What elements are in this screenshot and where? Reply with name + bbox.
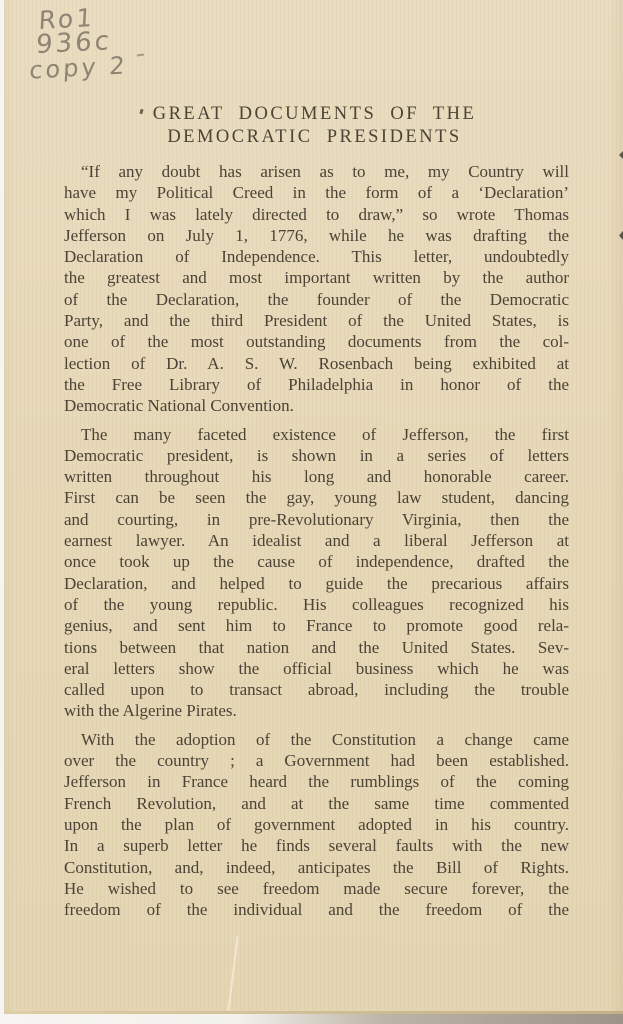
text-line: eral letters show the official business which he was bbox=[64, 658, 569, 678]
title-line-1: GREAT DOCUMENTS OF THE bbox=[152, 104, 477, 124]
text-line: the Free Library of Philadelphia in honor of the bbox=[64, 374, 569, 394]
paragraph-constitution bbox=[64, 729, 569, 921]
paragraph-jefferson-career bbox=[64, 424, 569, 722]
paper-crease bbox=[227, 936, 238, 1011]
paragraph-jefferson-letter bbox=[64, 161, 569, 417]
text-line: one of the most outstanding documents from the col- bbox=[64, 332, 569, 352]
document-page bbox=[4, 0, 623, 1014]
title-line-2: DEMOCRATIC PRESIDENTS bbox=[167, 127, 462, 147]
text-line: freedom of the individual and the freedom of the bbox=[64, 900, 569, 920]
text-line: the greatest and most important written by the author bbox=[64, 268, 569, 288]
text-line: First can be seen the gay, young law student, dancing bbox=[64, 488, 569, 508]
text-line: With the adoption of the Constitution a change came bbox=[81, 729, 569, 749]
text-line: tions between that nation and the United States. Sev- bbox=[64, 637, 569, 657]
text-line: have my Political Creed in the form of a ‘Declaration’ bbox=[64, 183, 569, 203]
text-line: Democratic National Convention. bbox=[64, 396, 294, 416]
paper-notch bbox=[619, 231, 623, 240]
text-line: written throughout his long and honorable career. bbox=[64, 467, 569, 487]
handwritten-copy-line: copy 2 bbox=[28, 51, 129, 85]
text-line: French Revolution, and at the same time commented bbox=[64, 793, 569, 813]
text-line: “If any doubt has arisen as to me, my Country will bbox=[81, 162, 569, 181]
text-line: Jefferson in France heard the rumblings of the coming bbox=[64, 772, 569, 792]
text-line: of the Declaration, the founder of the Democratic bbox=[64, 289, 569, 309]
text-line: lection of Dr. A. S. W. Rosenbach being exhibited at bbox=[64, 353, 569, 373]
text-line: called upon to transact abroad, including the trouble bbox=[64, 680, 569, 700]
text-line: with the Algerine Pirates. bbox=[64, 701, 237, 721]
text-line: once took up the cause of independence, drafted the bbox=[64, 552, 569, 572]
text-line: Party, and the third President of the United States, is bbox=[64, 311, 569, 331]
handwritten-note bbox=[26, 3, 128, 83]
text-line: Jefferson on July 1, 1776, while he was drafting the bbox=[64, 225, 569, 245]
text-line: Constitution, and, indeed, anticipates the Bill of Rights. bbox=[64, 857, 569, 877]
pencil-dash-mark bbox=[137, 54, 144, 57]
text-line: upon the plan of government adopted in his country. bbox=[64, 814, 569, 834]
handwritten-call-number-line: Ro1 bbox=[37, 2, 96, 36]
text-line: Democratic president, is shown in a series of letters bbox=[64, 445, 569, 465]
text-line: over the country ; a Government had been established. bbox=[64, 751, 569, 771]
text-line: which I was lately directed to draw,” so wrote Thomas bbox=[64, 204, 569, 224]
text-line: of the young republic. His colleagues recognized his bbox=[64, 594, 569, 614]
text-line: The many faceted existence of Jefferson, the first bbox=[81, 424, 569, 444]
text-line: Declaration of Independence. This letter, undoubtedly bbox=[64, 247, 569, 267]
text-line: He wished to see freedom made secure forever, the bbox=[64, 878, 569, 898]
page-title bbox=[60, 103, 569, 149]
scan-shadow bbox=[0, 1014, 623, 1024]
text-line: and courting, in pre-Revolutionary Virginia, then the bbox=[64, 509, 569, 529]
paper-notch bbox=[619, 151, 623, 159]
text-line: earnest lawyer. An idealist and a liberal Jefferson at bbox=[64, 531, 569, 551]
text-line: genius, and sent him to France to promote good rela- bbox=[64, 616, 569, 636]
handwritten-call-number-line: 936c bbox=[35, 26, 113, 61]
text-line: In a superb letter he finds several faults with the new bbox=[64, 836, 569, 856]
text-line: Declaration, and helped to guide the precarious affairs bbox=[64, 573, 569, 593]
document-body bbox=[64, 161, 569, 927]
